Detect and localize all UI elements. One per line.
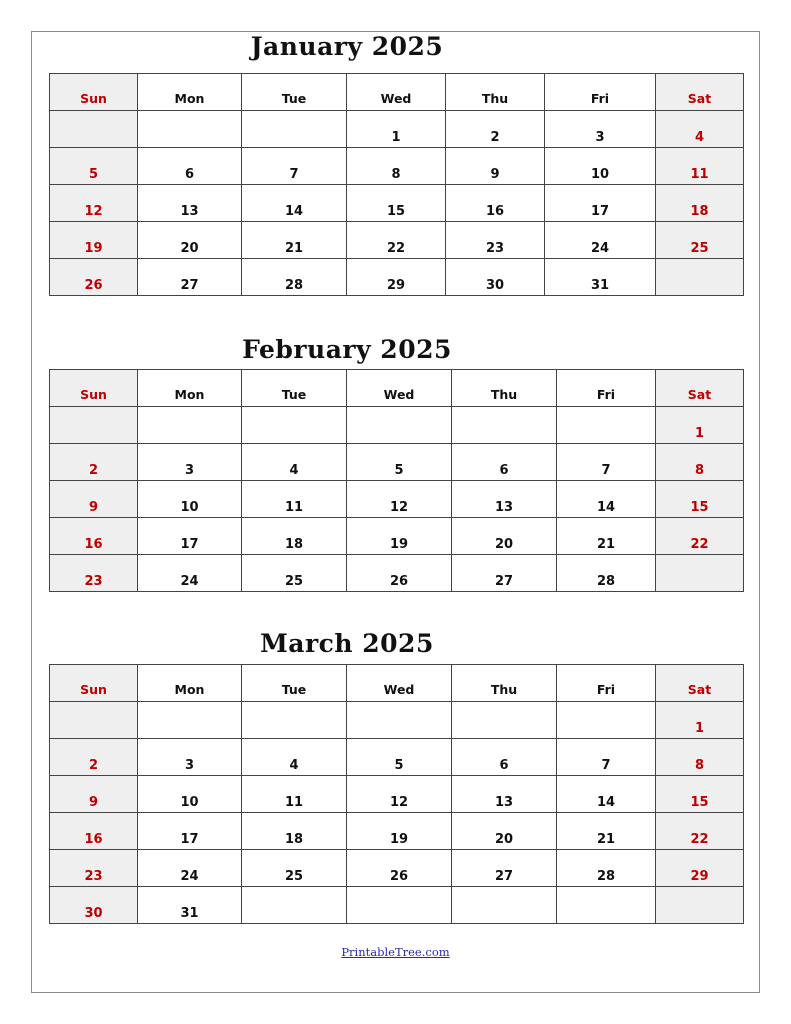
day-cell: 29 <box>347 259 446 296</box>
month-calendar-grid <box>49 664 744 924</box>
day-cell: 11 <box>656 148 744 185</box>
week-row <box>50 887 744 924</box>
weekday-header-mon: Mon <box>138 665 242 702</box>
day-cell: 14 <box>557 481 656 518</box>
weekday-header-mon: Mon <box>138 370 242 407</box>
day-cell: 11 <box>242 776 347 813</box>
day-cell: 23 <box>50 850 138 887</box>
day-cell: 19 <box>347 813 452 850</box>
day-cell: 28 <box>557 555 656 592</box>
week-row <box>50 776 744 813</box>
day-cell: 28 <box>242 259 347 296</box>
weekday-header-fri: Fri <box>557 665 656 702</box>
weekday-header-sat: Sat <box>656 665 744 702</box>
day-cell: 26 <box>347 850 452 887</box>
day-cell: 5 <box>347 739 452 776</box>
day-cell: 7 <box>557 444 656 481</box>
day-cell: 12 <box>50 185 138 222</box>
weekday-header-wed: Wed <box>347 370 452 407</box>
day-cell: 16 <box>50 813 138 850</box>
week-row <box>50 259 744 296</box>
week-row <box>50 702 744 739</box>
empty-day-cell <box>452 887 557 924</box>
month-calendar-grid <box>49 73 744 296</box>
month-title: January 2025 <box>250 32 444 61</box>
day-cell: 6 <box>452 444 557 481</box>
day-cell: 27 <box>452 555 557 592</box>
day-cell: 14 <box>557 776 656 813</box>
day-cell: 2 <box>50 739 138 776</box>
day-cell: 13 <box>452 481 557 518</box>
empty-day-cell <box>138 111 242 148</box>
footer-link[interactable]: PrintableTree.com <box>341 945 450 959</box>
day-cell: 28 <box>557 850 656 887</box>
day-cell: 1 <box>656 702 744 739</box>
day-cell: 24 <box>545 222 656 259</box>
day-cell: 2 <box>446 111 545 148</box>
weekday-header-sun: Sun <box>50 665 138 702</box>
day-cell: 22 <box>656 813 744 850</box>
day-cell: 9 <box>50 481 138 518</box>
day-cell: 14 <box>242 185 347 222</box>
weekday-header-sat: Sat <box>656 74 744 111</box>
day-cell: 1 <box>656 407 744 444</box>
weekday-header-wed: Wed <box>347 665 452 702</box>
weekday-header-tue: Tue <box>242 665 347 702</box>
weekday-header-tue: Tue <box>242 370 347 407</box>
day-cell: 8 <box>347 148 446 185</box>
week-row <box>50 111 744 148</box>
empty-day-cell <box>656 259 744 296</box>
day-cell: 4 <box>242 739 347 776</box>
empty-day-cell <box>656 555 744 592</box>
day-cell: 20 <box>138 222 242 259</box>
empty-day-cell <box>347 407 452 444</box>
day-cell: 21 <box>557 518 656 555</box>
weekday-header-sun: Sun <box>50 74 138 111</box>
empty-day-cell <box>50 111 138 148</box>
empty-day-cell <box>557 702 656 739</box>
weekday-header-fri: Fri <box>545 74 656 111</box>
empty-day-cell <box>50 407 138 444</box>
day-cell: 26 <box>347 555 452 592</box>
day-cell: 31 <box>138 887 242 924</box>
day-cell: 18 <box>656 185 744 222</box>
day-cell: 29 <box>656 850 744 887</box>
day-cell: 27 <box>138 259 242 296</box>
day-cell: 6 <box>452 739 557 776</box>
weekday-header-row <box>50 370 744 407</box>
week-row <box>50 739 744 776</box>
weekday-header-sat: Sat <box>656 370 744 407</box>
empty-day-cell <box>347 887 452 924</box>
day-cell: 10 <box>545 148 656 185</box>
empty-day-cell <box>242 111 347 148</box>
weekday-header-thu: Thu <box>452 370 557 407</box>
day-cell: 11 <box>242 481 347 518</box>
month-title: March 2025 <box>260 629 434 658</box>
day-cell: 12 <box>347 776 452 813</box>
day-cell: 15 <box>347 185 446 222</box>
weekday-header-wed: Wed <box>347 74 446 111</box>
day-cell: 3 <box>545 111 656 148</box>
day-cell: 6 <box>138 148 242 185</box>
weekday-header-thu: Thu <box>446 74 545 111</box>
week-row <box>50 481 744 518</box>
day-cell: 24 <box>138 850 242 887</box>
day-cell: 18 <box>242 813 347 850</box>
weekday-header-row <box>50 665 744 702</box>
day-cell: 15 <box>656 776 744 813</box>
week-row <box>50 518 744 555</box>
empty-day-cell <box>50 702 138 739</box>
day-cell: 18 <box>242 518 347 555</box>
day-cell: 13 <box>138 185 242 222</box>
day-cell: 3 <box>138 444 242 481</box>
empty-day-cell <box>138 702 242 739</box>
day-cell: 1 <box>347 111 446 148</box>
day-cell: 17 <box>138 518 242 555</box>
day-cell: 15 <box>656 481 744 518</box>
day-cell: 10 <box>138 481 242 518</box>
weekday-header-fri: Fri <box>557 370 656 407</box>
day-cell: 20 <box>452 813 557 850</box>
month-calendar-grid <box>49 369 744 592</box>
day-cell: 19 <box>50 222 138 259</box>
empty-day-cell <box>242 407 347 444</box>
week-row <box>50 850 744 887</box>
empty-day-cell <box>242 702 347 739</box>
day-cell: 17 <box>138 813 242 850</box>
empty-day-cell <box>347 702 452 739</box>
week-row <box>50 444 744 481</box>
week-row <box>50 555 744 592</box>
day-cell: 3 <box>138 739 242 776</box>
empty-day-cell <box>242 887 347 924</box>
day-cell: 5 <box>347 444 452 481</box>
month-title: February 2025 <box>242 335 452 364</box>
day-cell: 22 <box>347 222 446 259</box>
day-cell: 9 <box>446 148 545 185</box>
empty-day-cell <box>656 887 744 924</box>
day-cell: 17 <box>545 185 656 222</box>
week-row <box>50 407 744 444</box>
day-cell: 30 <box>446 259 545 296</box>
weekday-header-mon: Mon <box>138 74 242 111</box>
day-cell: 4 <box>656 111 744 148</box>
day-cell: 21 <box>242 222 347 259</box>
weekday-header-sun: Sun <box>50 370 138 407</box>
day-cell: 27 <box>452 850 557 887</box>
week-row <box>50 222 744 259</box>
weekday-header-thu: Thu <box>452 665 557 702</box>
day-cell: 26 <box>50 259 138 296</box>
empty-day-cell <box>452 702 557 739</box>
day-cell: 23 <box>50 555 138 592</box>
day-cell: 16 <box>446 185 545 222</box>
day-cell: 4 <box>242 444 347 481</box>
day-cell: 16 <box>50 518 138 555</box>
day-cell: 22 <box>656 518 744 555</box>
weekday-header-tue: Tue <box>242 74 347 111</box>
empty-day-cell <box>557 887 656 924</box>
empty-day-cell <box>138 407 242 444</box>
day-cell: 20 <box>452 518 557 555</box>
empty-day-cell <box>557 407 656 444</box>
day-cell: 25 <box>242 850 347 887</box>
day-cell: 8 <box>656 444 744 481</box>
day-cell: 21 <box>557 813 656 850</box>
day-cell: 5 <box>50 148 138 185</box>
empty-day-cell <box>452 407 557 444</box>
day-cell: 9 <box>50 776 138 813</box>
day-cell: 8 <box>656 739 744 776</box>
day-cell: 23 <box>446 222 545 259</box>
day-cell: 25 <box>242 555 347 592</box>
weekday-header-row <box>50 74 744 111</box>
day-cell: 24 <box>138 555 242 592</box>
week-row <box>50 185 744 222</box>
day-cell: 10 <box>138 776 242 813</box>
day-cell: 13 <box>452 776 557 813</box>
day-cell: 2 <box>50 444 138 481</box>
day-cell: 7 <box>557 739 656 776</box>
week-row <box>50 148 744 185</box>
day-cell: 31 <box>545 259 656 296</box>
day-cell: 25 <box>656 222 744 259</box>
day-cell: 12 <box>347 481 452 518</box>
week-row <box>50 813 744 850</box>
day-cell: 19 <box>347 518 452 555</box>
day-cell: 7 <box>242 148 347 185</box>
day-cell: 30 <box>50 887 138 924</box>
